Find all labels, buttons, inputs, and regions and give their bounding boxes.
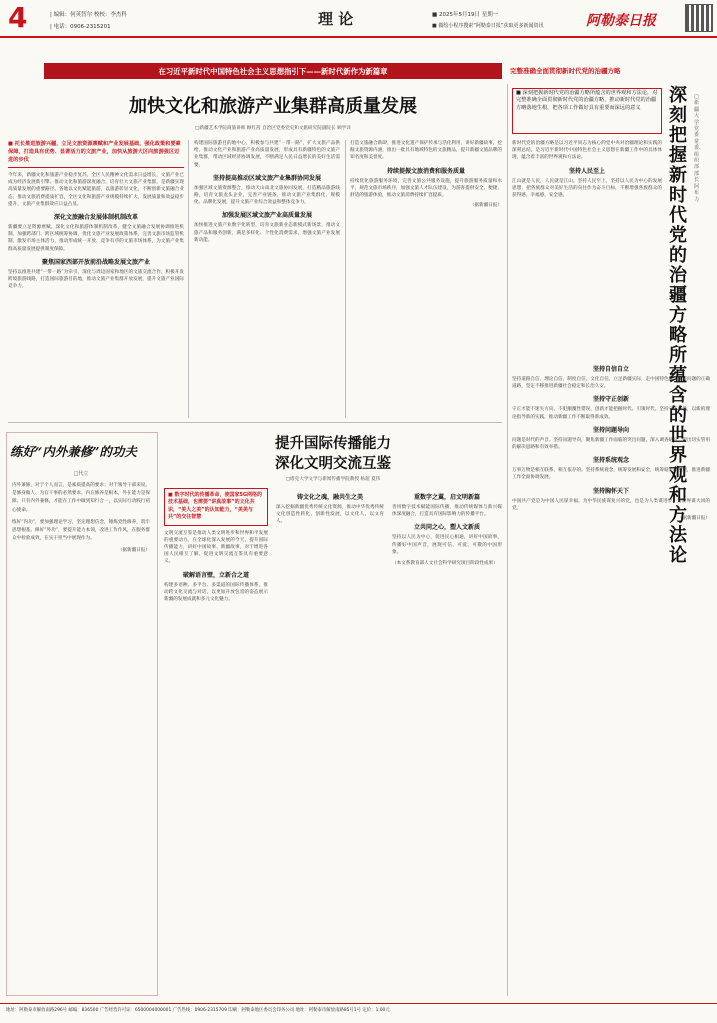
article2-heading-1: 坚持人民至上 [568,167,605,175]
divider-cols-2 [345,140,346,418]
article3-sec4-text: 坚持以人民为中心，促进民心相通，讲好中国故事，传播好中国声音，展现可信、可爱、可敬的中国形象。 [392,535,502,555]
banner-right-tag: 完整准确全面贯彻新时代党的治疆方略 [510,67,621,75]
article1-end-note: （据新疆日报） [469,203,502,209]
article3-sec1-text: 构建多语种、多平台、多渠道的国际传播体系，推动跨文化交流与对话，以更加开放包容的姿态展示新疆的发展成就和多元文化魅力。 [164,582,268,603]
article1-col2 [194,140,340,244]
article3-col1 [164,488,268,603]
wechat-line: ■ 做绘小程序搜索“阿勒泰日报”获取更多新闻资讯 [432,23,544,29]
article1-col2-heading-1: 坚持提高推动区域文旅产业集群协同发展 [212,174,321,182]
article2-heading-5: 坚持系统观念 [592,457,629,465]
article1-title: 加快文化和旅游产业集群高质量发展 [129,96,417,117]
article2-heading-3: 坚持守正创新 [592,396,629,404]
article2-sec4-text: 问题是时代的声音。坚持问题导向，聚焦新疆工作面临的突出问题，深入调查研究，提出切实管用的解决思路和有效举措。 [512,437,710,451]
article1-col1-text-3: 坚持以推进共建“一带一路”为牵引，深化与周边国家和地区的文旅交流合作，积极开发跨境旅游线路，打造国际旅游目的地，推动文旅产业集群开放发展，提升文旅产业国际竞争力。 [8,269,184,290]
article3-end-note: （本文系教育部人文社会科学研究项目阶段性成果） [392,561,498,567]
article2-lower [512,360,710,522]
date-line: ■ 2025年5月19日 星期一 [432,12,499,18]
article3-col3 [392,488,502,567]
article3-col2 [276,488,384,526]
article4-title: 练好“内外兼修”的功夫 [10,444,137,459]
divider-cols-1 [188,140,189,418]
divider-article1 [8,422,502,423]
editor-line: | 编辑：何英智尔 校校：李杰科 [50,12,127,18]
footer-text: 地址：阿勒泰市解放南路296号 邮编：836500 广告经营许可证：6500004000001 广告热线：0906-2315709 印刷：阿勒泰地区委员会印务公司 地址：阿勒泰市解放南路85号1号 定价：1.00元 [6,1008,390,1013]
footer-rule [0,1003,717,1004]
article1-byline: □新疆艺术学院商旅讲师 顾红茜 自治区党委党史和文献研究院副院长 顾学详 [195,126,351,131]
article3-body: 文明交流互鉴是推动人类文明进步和世界和平发展的重要动力。在全球化深入发展的今天，提升国际传播能力，讲好中国故事、新疆故事，对于增进各国人民相互了解、促进文明交流互鉴具有重要意义。 [164,530,268,565]
article2-end-note: （据新疆日报） [677,516,710,522]
article4-end-note: （据新疆日报） [117,548,150,554]
article4-byline: □代立 [73,471,89,477]
article2-sec1-text: 江山就是人民，人民就是江山。坚持人民至上，坚持以人民为中心的发展思想，把各族群众对美好生活的向往作为奋斗目标，不断增强各族群众的获得感、幸福感、安全感。 [512,178,662,199]
article1-col2-heading-2: 加强发展区域文旅产业高质量发展 [221,212,312,220]
article2-sec5-text: 万事万物是相互联系、相互依存的。坚持系统观念，统筹发展和安全，统筹稳定和发展，推进新疆工作全面协调发展。 [512,468,710,481]
article3-heading-2: 铸文化之魂，融共生之美 [296,494,363,501]
article4-body-2: 练好“内功”，要加强理论学习，坚定理想信念，锤炼党性修养，筑牢思想根基。修好“外功”，要提升能力本领，改进工作作风，在服务群众中检验成效，在实干担当中展现作为。 [12,519,150,542]
article1-col3-heading-1: 持续提振文旅消费和服务质量 [386,167,465,175]
article3-sec3-text: 善用数字技术赋能国际传播，推动传统媒体与新兴媒体深度融合，打造具有国际影响力的传播平台。 [392,505,502,518]
article3-heading-1: 破解语言壁，立新合之道 [182,571,249,579]
article1-col2-body: 构建国际旅游目的地中心，积极参与共建“一带一路”，扩大文旅产品供给，推动文化产业和旅游产业高质量发展，形成具有新疆特色的文旅产业集群，带动区域经济协调发展，不断满足人民日益增长的美好生活需要。 [194,141,340,168]
article2-title: 深刻把握新时代党的治疆方略所蕴含的世界观和方法论 [669,85,687,566]
article1-col1-heading-1: 深化文旅融合发展体制机制改革 [53,214,138,222]
article2-body-col [512,140,662,199]
article2-sec3-text: 守正才能不迷失方向、不犯颠覆性错误，创新才能把握时代、引领时代。坚持守正创新，以新的理论指导新的实践，推动新疆工作不断取得新成效。 [512,407,710,420]
article2-sec2-text: 坚持道路自信、理论自信、制度自信、文化自信，立足新疆实际，走中国特色解决民族问题的正确道路，坚定不移推进新疆社会稳定和长治久安。 [512,377,710,390]
article1-col1-body: 今年来，新疆文化和旅游产业稳步复苏，全区人民精神文化需求日益增长，文旅产业已成为经济发展新引擎。推动文化和旅游深度融合，培育壮大文旅产业集群，是新疆实现高质量发展的重要路径。各地以文化赋能旅游，以旅游彰显文化，不断创新文旅融合业态，推动文旅消费提质扩容，全区文化和旅游产业规模持续扩大，发展质量和效益稳步提升，文旅产业集群效应日益凸显。 [8,173,184,207]
article1-col1 [8,140,184,290]
divider-right [507,84,508,996]
article1-col3-text: 持续优化旅游服务环境，完善文旅公共服务设施，提升旅游服务质量和水平，规范文旅市场秩序，加强文旅人才队伍建设，为游客提供安全、便捷、舒适的旅游体验，推动文旅消费持续扩容提质。 [350,178,502,199]
article3-title-line2: 深化文明交流互鉴 [275,456,391,472]
article3-heading-3: 重数字之翼，启文明新篇 [413,494,480,501]
brand-logo: 阿勒泰日报 [586,13,656,29]
masthead [0,0,717,40]
article3-heading-4: 立共同之心，塑人文新质 [413,524,480,532]
header-rule [0,36,717,38]
article2-heading-6: 坚持胸怀天下 [592,487,629,495]
page-number: 4 [8,1,28,34]
article4-body: 内外兼修，对于个人而言，是素质提高的要求；对于领导干部来说，是修身做人、为官干事的必然要求。内在修养是根本，外在能力是保障。只有内外兼修，才能在工作中做到知行合一，以实际行动践行初心使命。 [12,483,150,513]
article2-intro: 新时代党的治疆方略是以习近平同志为核心的党中央对治疆理论和实践的深刻总结，是习近平新时代中国特色社会主义思想在新疆工作中的具体体现，蕴含着丰富的世界观和方法论。 [512,141,662,161]
article2-heading-4: 坚持问题导向 [592,426,629,434]
article4-body-wrap [12,482,150,555]
section-name: 理 论 [318,10,354,28]
article1-col2-text-2: 加快推进文旅产业数字化转型，培育文旅新业态新模式新场景，推动文旅产品和服务创新，满足多样化、个性化消费需求，增强文旅产业发展新动能。 [194,223,340,243]
article2-callout: ■ 深刻把握新时代党的治疆方略所蕴含的世界观和方法论，对完整准确全面贯彻新时代党的治疆方略，推动新时代党的治疆方略落地生根，把各项工作做好具有重要而深远的意义 [516,90,658,111]
article1-col3 [350,140,502,209]
article2-byline: □新疆大学党委常委、组织部部长 阿布力 [694,94,705,203]
article1-col1-heading-2: 聚焦国家西部开放前沿战略发展文旅产业 [41,258,150,266]
article3-title-line1: 提升国际传播能力 [275,436,391,452]
article2-sec6-text: 中国共产党是为中国人民谋幸福、为中华民族谋复兴的党，也是为人类谋进步、为世界谋大同的党。 [512,498,710,511]
article3-byline: □塔克大学文学与新闻传播学院教授 杨超 夏伟 [285,477,381,482]
article3-lead: ■ 数字时代的传播革命，使国家5G网络的技术基础，也需要“讲真故事”的文化共识，“美人之美”的认知能力，“美美与共”的交往智慧 [164,488,268,526]
phone-line: | 电话：0906-2315201 [50,24,111,30]
banner-text: 在习近平新时代中国特色社会主义思想指引下——新时代新作为新篇章 [158,67,388,76]
article1-col1-text-2: 新疆要立足资源禀赋，深化文化和旅游体制机制改革，健全文旅融合发展协调推进机制，加强跨部门、跨区域统筹协调，优化文旅产业发展政策体系，完善文旅市场监管机制，激发市场主体活力，推动形成统一开放、竞争有序的文旅市场体系，为文旅产业集群高质量发展提供制度保障。 [8,225,184,252]
article3-sec2-text: 深入挖掘新疆优秀传统文化资源，推动中华优秀传统文化创造性转化、创新性发展，以文化人、以文育人。 [276,505,384,525]
article1-lead: ■ 托长推进旅游兴疆，立足文旅资源禀赋和产业发展基础，强化政策和要素保障，打造具有优势、显著活力的文旅产业，加快从旅游大区向旅游强区迈进的步伐 [8,140,184,168]
article1-col3-body: 打造文旅融合新IP，推进文化遗产保护传承与活化利用，讲好新疆故事，挖掘文旅资源内涵，推出一批具有地域特色的文旅精品，提升新疆文旅品牌的知名度和美誉度。 [350,141,502,161]
qr-code-icon [685,4,713,32]
article1-col2-text: 加强区域文旅资源整合，推动天山南北文旅协同发展，打造精品旅游线路，培育文旅龙头企业，完善产业链条，推动文旅产业集群化、规模化、品牌化发展，提升文旅产业综合效益和整体竞争力。 [194,185,340,206]
article2-heading-2: 坚持自信自立 [592,366,629,373]
